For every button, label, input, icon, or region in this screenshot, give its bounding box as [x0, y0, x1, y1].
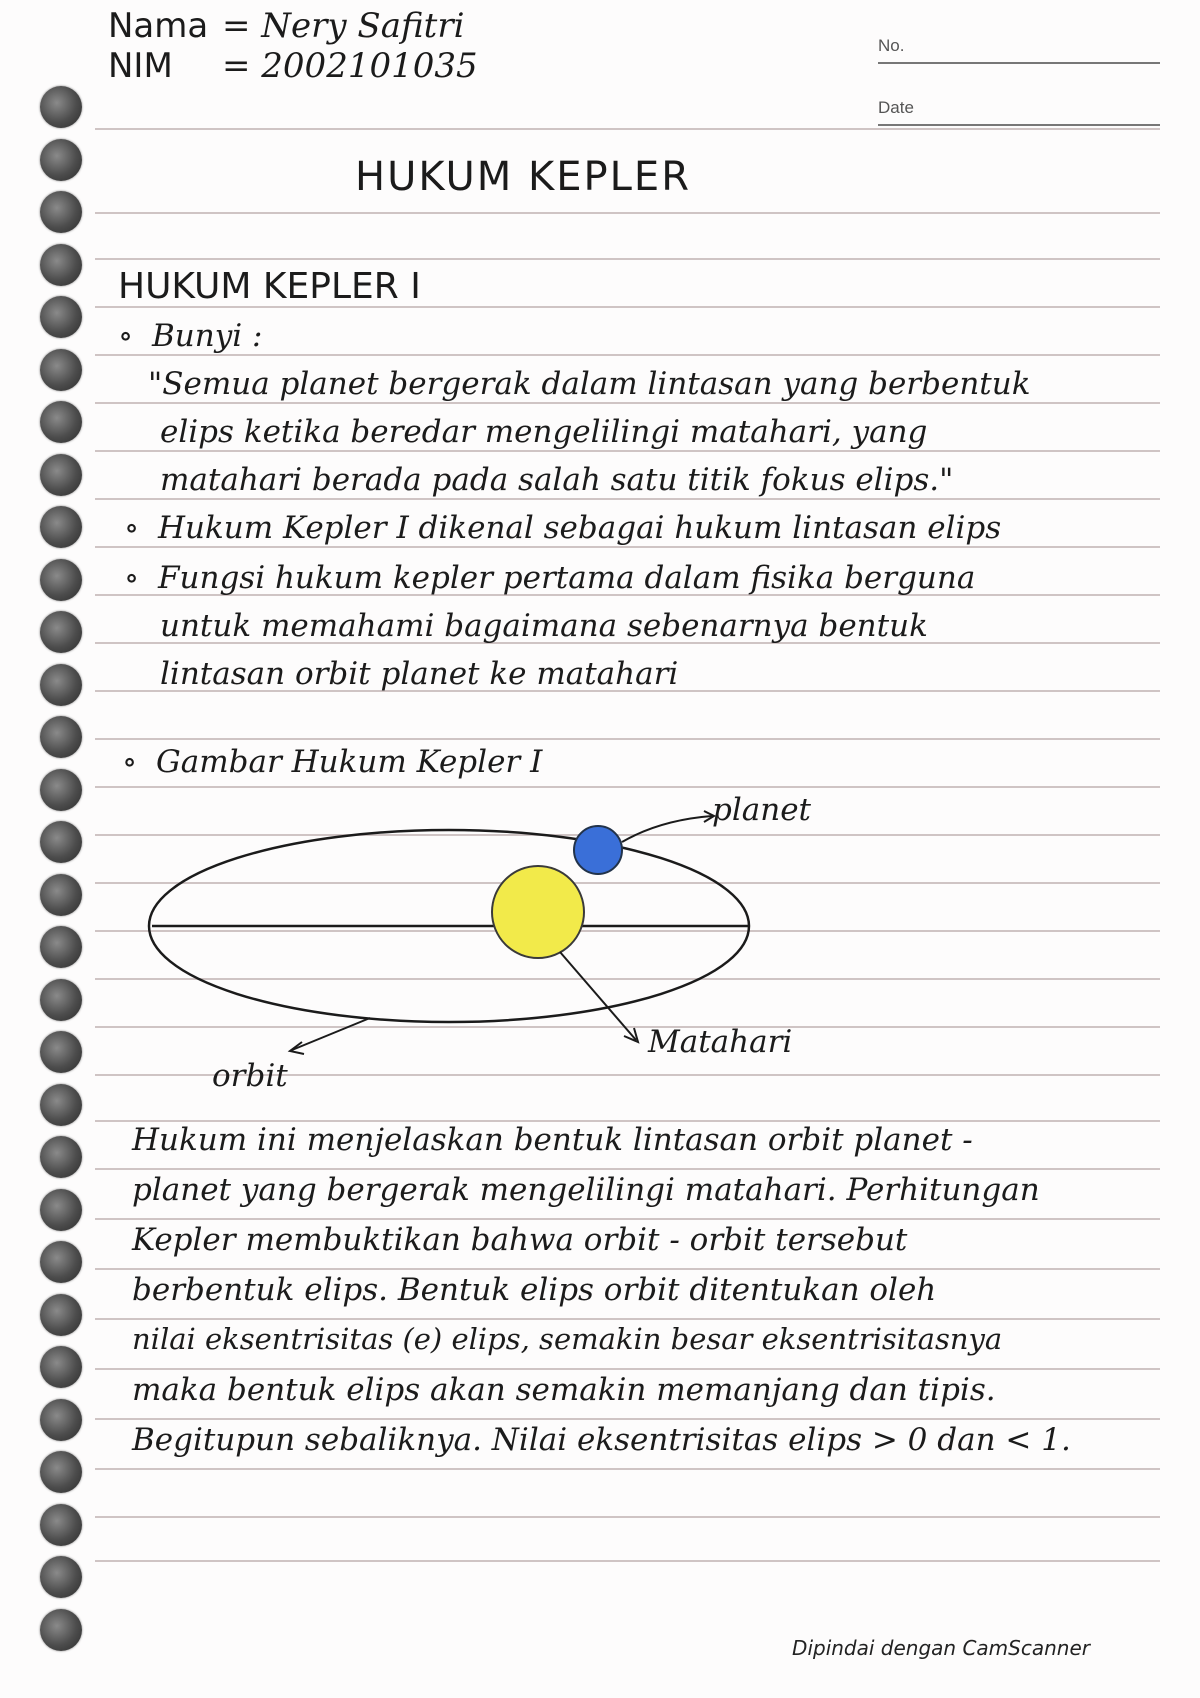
bullet-dot: ∘ [122, 744, 138, 780]
paragraph-line: Hukum ini menjelaskan bentuk lintasan orbit planet - [132, 1122, 973, 1158]
paragraph-line: planet yang bergerak mengelilingi matahari. Perhitungan [132, 1172, 1040, 1208]
paragraph-line: berbentuk elips. Bentuk elips orbit ditentukan oleh [132, 1272, 937, 1308]
paragraph-line: Begitupun sebaliknya. Nilai eksentrisitas elips > 0 dan < 1. [132, 1422, 1071, 1458]
page-title: HUKUM KEPLER [355, 154, 691, 200]
bullet-2-text: Hukum Kepler I dikenal sebagai hukum lintasan elips [158, 510, 1002, 546]
date-label: Date [878, 98, 914, 117]
scanner-watermark: Dipindai dengan CamScanner [792, 1636, 1090, 1660]
paragraph-line: Kepler membuktikan bahwa orbit - orbit tersebut [132, 1222, 908, 1258]
bullet-4-text: Gambar Hukum Kepler I [156, 744, 543, 780]
section-heading: HUKUM KEPLER I [118, 266, 421, 307]
bullet-dot: ∘ [118, 318, 134, 354]
sun-label: Matahari [648, 1024, 793, 1060]
sun-circle [492, 866, 584, 958]
nim-value: = 2002101035 [222, 46, 478, 86]
planet-pointer-line [622, 816, 712, 842]
quote-line-1: "Semua planet bergerak dalam lintasan yang berbentuk [148, 366, 1031, 402]
planet-circle [574, 826, 622, 874]
quote-line-2: elips ketika beredar mengelilingi matahari, yang [160, 414, 928, 450]
nama-value: = Nery Safitri [222, 6, 465, 46]
quote-line-3: matahari berada pada salah satu titik fokus elips." [160, 462, 954, 498]
nama-label: Nama [108, 6, 209, 46]
orbit-pointer-line [292, 1018, 370, 1050]
bullet-3-line-2: untuk memahami bagaimana sebenarnya bentuk [160, 608, 928, 644]
bullet-dot: ∘ [124, 560, 140, 596]
paragraph-line: nilai eksentrisitas (e) elips, semakin besar eksentrisitasnya [132, 1322, 1003, 1356]
sun-pointer-line [560, 952, 636, 1040]
bullet-dot: ∘ [124, 510, 140, 546]
planet-label: planet [712, 792, 812, 828]
bunyi-label: Bunyi : [152, 318, 263, 354]
bullet-3-line-1: Fungsi hukum kepler pertama dalam fisika berguna [158, 560, 976, 596]
no-label: No. [878, 36, 905, 55]
orbit-label: orbit [212, 1058, 288, 1094]
bullet-3-line-3: lintasan orbit planet ke matahari [160, 656, 679, 692]
paragraph-line: maka bentuk elips akan semakin memanjang dan tipis. [132, 1372, 996, 1408]
nim-label: NIM [108, 46, 173, 86]
